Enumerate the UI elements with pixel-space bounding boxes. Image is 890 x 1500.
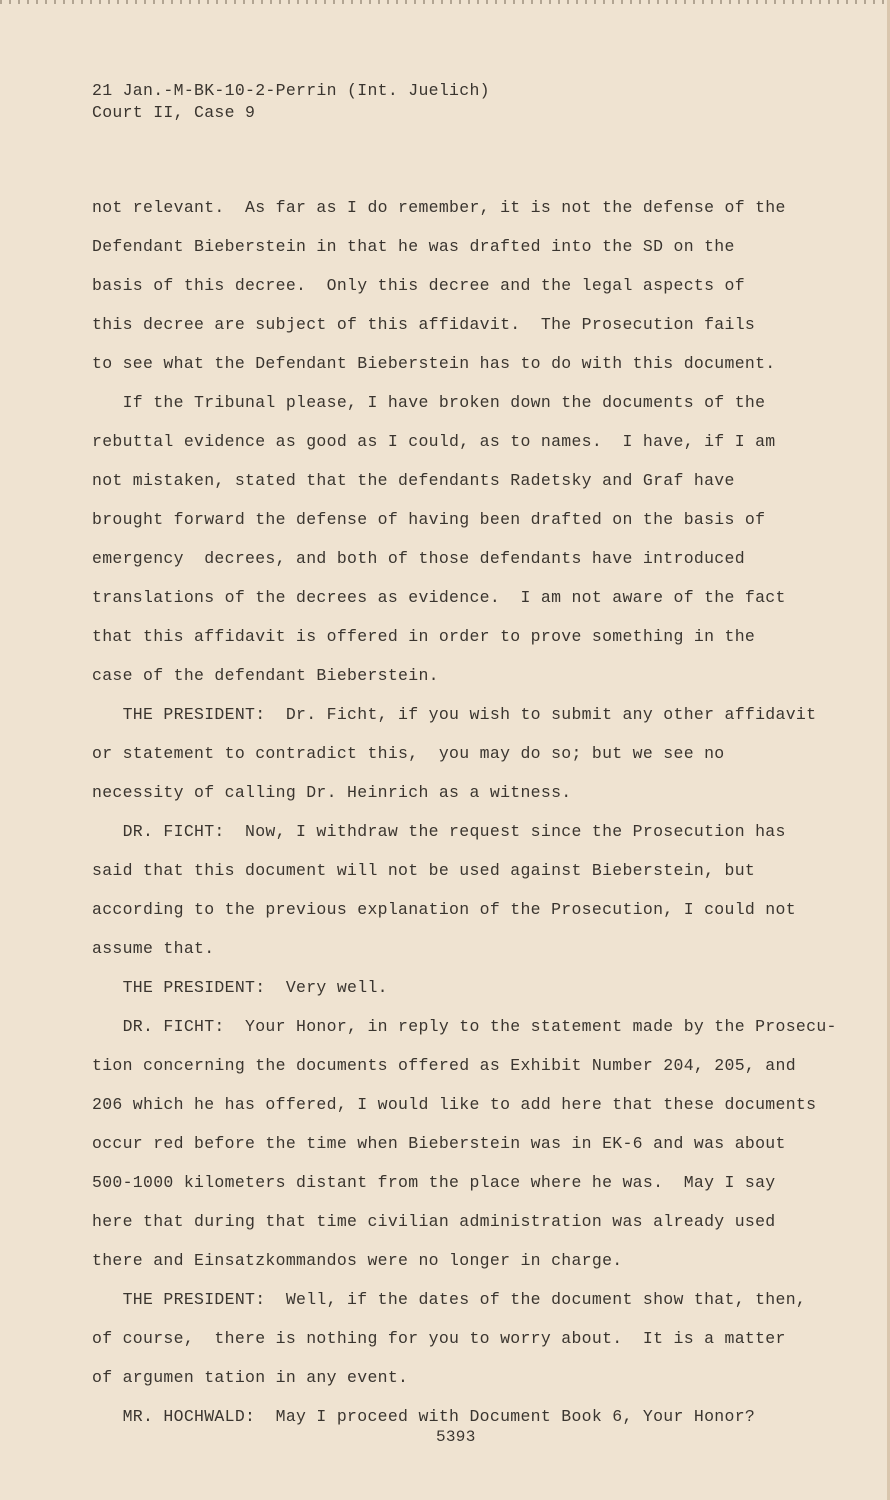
document-header [92, 80, 490, 124]
transcript-line: tion concerning the documents offered as Exhibit Number 204, 205, and [92, 1056, 796, 1075]
transcript-line: necessity of calling Dr. Heinrich as a witness. [92, 783, 572, 802]
transcript-line: THE PRESIDENT: Very well. [92, 978, 388, 997]
page-number: 5393 [436, 1428, 476, 1446]
transcript-line: basis of this decree. Only this decree and the legal aspects of [92, 276, 745, 295]
transcript-line: rebuttal evidence as good as I could, as to names. I have, if I am [92, 432, 776, 451]
transcript-line: that this affidavit is offered in order to prove something in the [92, 627, 756, 646]
transcript-line: there and Einsatzkommandos were no longer in charge. [92, 1251, 623, 1270]
transcript-body [92, 193, 862, 1441]
transcript-line: this decree are subject of this affidavit. The Prosecution fails [92, 315, 756, 334]
transcript-line: 206 which he has offered, I would like to add here that these documents [92, 1095, 817, 1114]
scan-edge-strip [0, 0, 890, 4]
transcript-line: brought forward the defense of having been drafted on the basis of [92, 510, 766, 529]
transcript-line: not relevant. As far as I do remember, it is not the defense of the [92, 198, 786, 217]
transcript-line: to see what the Defendant Bieberstein has to do with this document. [92, 354, 776, 373]
transcript-line: THE PRESIDENT: Well, if the dates of the document show that, then, [92, 1290, 807, 1309]
header-line-1: 21 Jan.-M-BK-10-2-Perrin (Int. Juelich) [92, 81, 490, 100]
transcript-line: THE PRESIDENT: Dr. Ficht, if you wish to submit any other affidavit [92, 705, 817, 724]
transcript-line: of argumen tation in any event. [92, 1368, 409, 1387]
transcript-line: If the Tribunal please, I have broken down the documents of the [92, 393, 766, 412]
transcript-line: MR. HOCHWALD: May I proceed with Document Book 6, Your Honor? [92, 1407, 756, 1426]
transcript-line: translations of the decrees as evidence. I am not aware of the fact [92, 588, 786, 607]
transcript-line: of course, there is nothing for you to worry about. It is a matter [92, 1329, 786, 1348]
transcript-line: according to the previous explanation of the Prosecution, I could not [92, 900, 796, 919]
transcript-line: occur red before the time when Bieberstein was in EK-6 and was about [92, 1134, 786, 1153]
transcript-line: said that this document will not be used against Bieberstein, but [92, 861, 756, 880]
transcript-line: not mistaken, stated that the defendants Radetsky and Graf have [92, 471, 735, 490]
transcript-line: emergency decrees, and both of those defendants have introduced [92, 549, 745, 568]
header-line-2: Court II, Case 9 [92, 103, 256, 122]
transcript-line: Defendant Bieberstein in that he was drafted into the SD on the [92, 237, 735, 256]
transcript-line: case of the defendant Bieberstein. [92, 666, 439, 685]
transcript-line: here that during that time civilian administration was already used [92, 1212, 776, 1231]
transcript-line: DR. FICHT: Now, I withdraw the request since the Prosecution has [92, 822, 786, 841]
transcript-line: DR. FICHT: Your Honor, in reply to the statement made by the Prosecu- [92, 1017, 837, 1036]
transcript-line: or statement to contradict this, you may do so; but we see no [92, 744, 725, 763]
transcript-line: assume that. [92, 939, 215, 958]
transcript-line: 500-1000 kilometers distant from the place where he was. May I say [92, 1173, 776, 1192]
